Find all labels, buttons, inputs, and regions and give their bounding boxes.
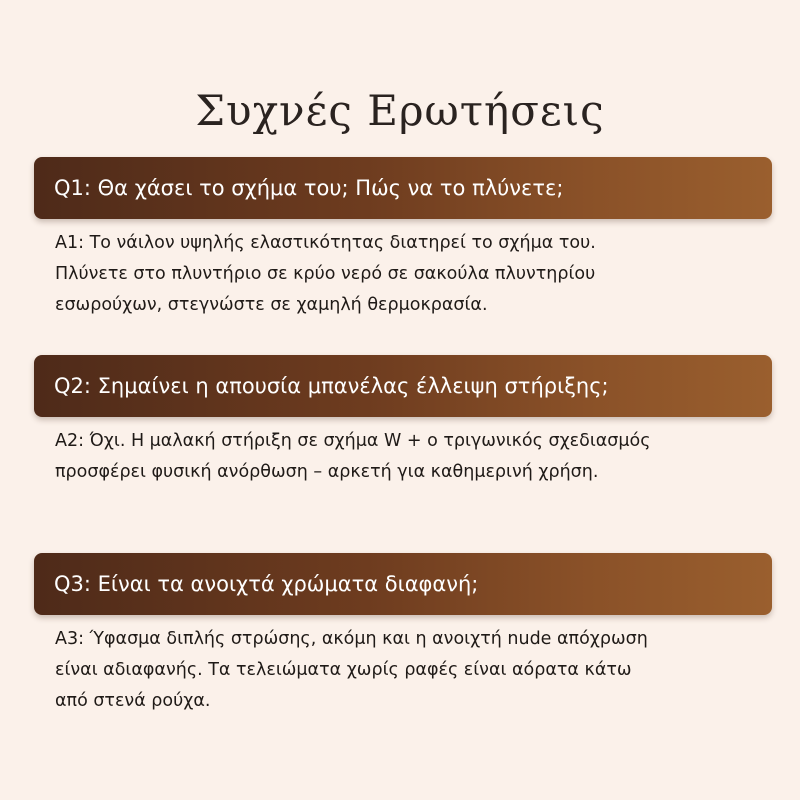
faq-answer-1-line-1: A1: Το νάιλον υψηλής ελαστικότητας διατηρεί το σχήμα του. [55, 233, 596, 253]
page-title: Συχνές Ερωτήσεις [195, 86, 605, 136]
faq-answer-3-line-2: είναι αδιαφανής. Τα τελειώματα χωρίς ραφές είναι αόρατα κάτω [55, 660, 632, 680]
faq-answer-1 [55, 228, 775, 321]
faq-question-1-text: Q1: Θα χάσει το σχήμα του; Πώς να το πλύνετε; [54, 176, 564, 200]
faq-question-1 [34, 157, 772, 219]
faq-answer-3-line-1: A3: Ύφασμα διπλής στρώσης, ακόμη και η ανοιχτή nude απόχρωση [55, 629, 648, 649]
faq-answer-2-line-1: A2: Όχι. Η μαλακή στήριξη σε σχήμα W + ο τριγωνικός σχεδιασμός [55, 431, 651, 451]
faq-question-3-text: Q3: Είναι τα ανοιχτά χρώματα διαφανή; [54, 572, 479, 596]
faq-answer-2 [55, 426, 775, 488]
faq-answer-2-line-2: προσφέρει φυσική ανόρθωση – αρκετή για καθημερινή χρήση. [55, 462, 599, 482]
faq-answer-1-line-2: Πλύνετε στο πλυντήριο σε κρύο νερό σε σακούλα πλυντηρίου [55, 264, 596, 284]
faq-question-3 [34, 553, 772, 615]
faq-question-2-text: Q2: Σημαίνει η απουσία μπανέλας έλλειψη στήριξης; [54, 374, 609, 398]
faq-question-2 [34, 355, 772, 417]
faq-answer-3-line-3: από στενά ρούχα. [55, 691, 211, 711]
faq-answer-1-line-3: εσωρούχων, στεγνώστε σε χαμηλή θερμοκρασία. [55, 295, 488, 315]
faq-answer-3 [55, 624, 775, 717]
